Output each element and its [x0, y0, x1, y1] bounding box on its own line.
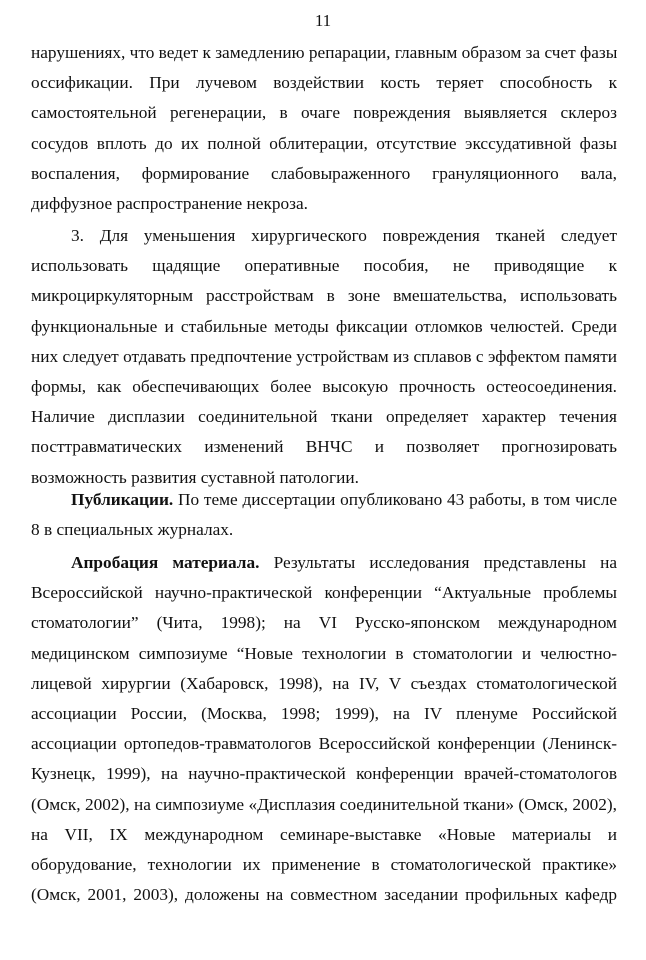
text-line: лицевой хирургии (Хабаровск, 1998), на IV, V съездах стоматологической — [31, 673, 617, 693]
text-line: Кузнецк, 1999), на научно-практической конференции врачей-стоматологов — [31, 764, 617, 784]
paragraph-item-3 — [31, 221, 617, 493]
text-line — [31, 485, 617, 515]
text-line: возможность развития суставной патологии. — [31, 467, 359, 487]
text-line: формы, как обеспечивающих более высокую прочность остеосоединения. — [31, 376, 617, 396]
text-line: (Омск, 2001, 2003), доложены на совместном заседании профильных кафедр — [31, 885, 617, 905]
text-line: ассоциации ортопедов-травматологов Всероссийской конференции (Ленинск- — [31, 734, 617, 754]
text-line: воспаления, формирование слабовыраженного грануляционного вала, — [31, 163, 617, 183]
text-line: 8 в специальных журналах. — [31, 520, 234, 540]
text-line: 3. Для уменьшения хирургического повреждения тканей следует — [71, 226, 617, 245]
text-line: функциональные и стабильные методы фиксации отломков челюстей. Среди — [31, 316, 617, 336]
text-line: них следует отдавать предпочтение устройствам из сплавов с эффектом памяти — [31, 346, 617, 366]
text-fragment: Результаты исследования представлены на — [259, 553, 617, 572]
text-line — [31, 548, 617, 578]
text-line: Всероссийской научно-практической конференции “Актуальные проблемы — [31, 583, 617, 603]
paragraph-publications — [31, 485, 617, 545]
text-line: Наличие дисплазии соединительной ткани определяет характер течения — [31, 407, 617, 427]
text-line: оссификации. При лучевом воздействии кость теряет способность к — [31, 73, 617, 93]
section-heading-approbation: Апробация материала. — [71, 553, 260, 572]
text-line: стоматологии” (Чита, 1998); на VI Русско-японском международном — [31, 613, 617, 633]
text-line: нарушениях, что ведет к замедлению репарации, главным образом за счет фазы — [31, 43, 617, 62]
paragraph-approbation — [31, 548, 617, 910]
text-line: оборудование, технологии их применение в стоматологической практике» — [31, 854, 617, 874]
text-line: сосудов вплоть до их полной облитерации, отсутствие экссудативной фазы — [31, 133, 617, 153]
text-line: (Омск, 2002), на симпозиуме «Дисплазия соединительной ткани» (Омск, 2002), — [31, 794, 617, 814]
text-line: посттравматических изменений ВНЧС и позволяет прогнозировать — [31, 437, 617, 457]
text-line: самостоятельной регенерации, в очаге повреждения выявляется склероз — [31, 103, 617, 123]
text-line: микроциркуляторным расстройствам в зоне вмешательства, использовать — [31, 286, 617, 306]
text-line: использовать щадящие оперативные пособия, не приводящие к — [31, 256, 617, 276]
paragraph-radiation — [31, 38, 617, 219]
section-heading-publications: Публикации. — [71, 490, 174, 509]
text-line: ассоциации России, (Москва, 1998; 1999), на IV пленуме Российской — [31, 703, 617, 723]
text-fragment: По теме диссертации опубликовано 43 работы, в том числе — [173, 490, 617, 509]
text-line: медицинском симпозиуме “Новые технологии в стоматологии и челюстно- — [31, 643, 617, 663]
text-line: диффузное распространение некроза. — [31, 193, 308, 213]
page-number: 11 — [314, 11, 332, 30]
text-line: на VII, IX международном семинаре-выставке «Новые материалы и — [31, 824, 617, 844]
